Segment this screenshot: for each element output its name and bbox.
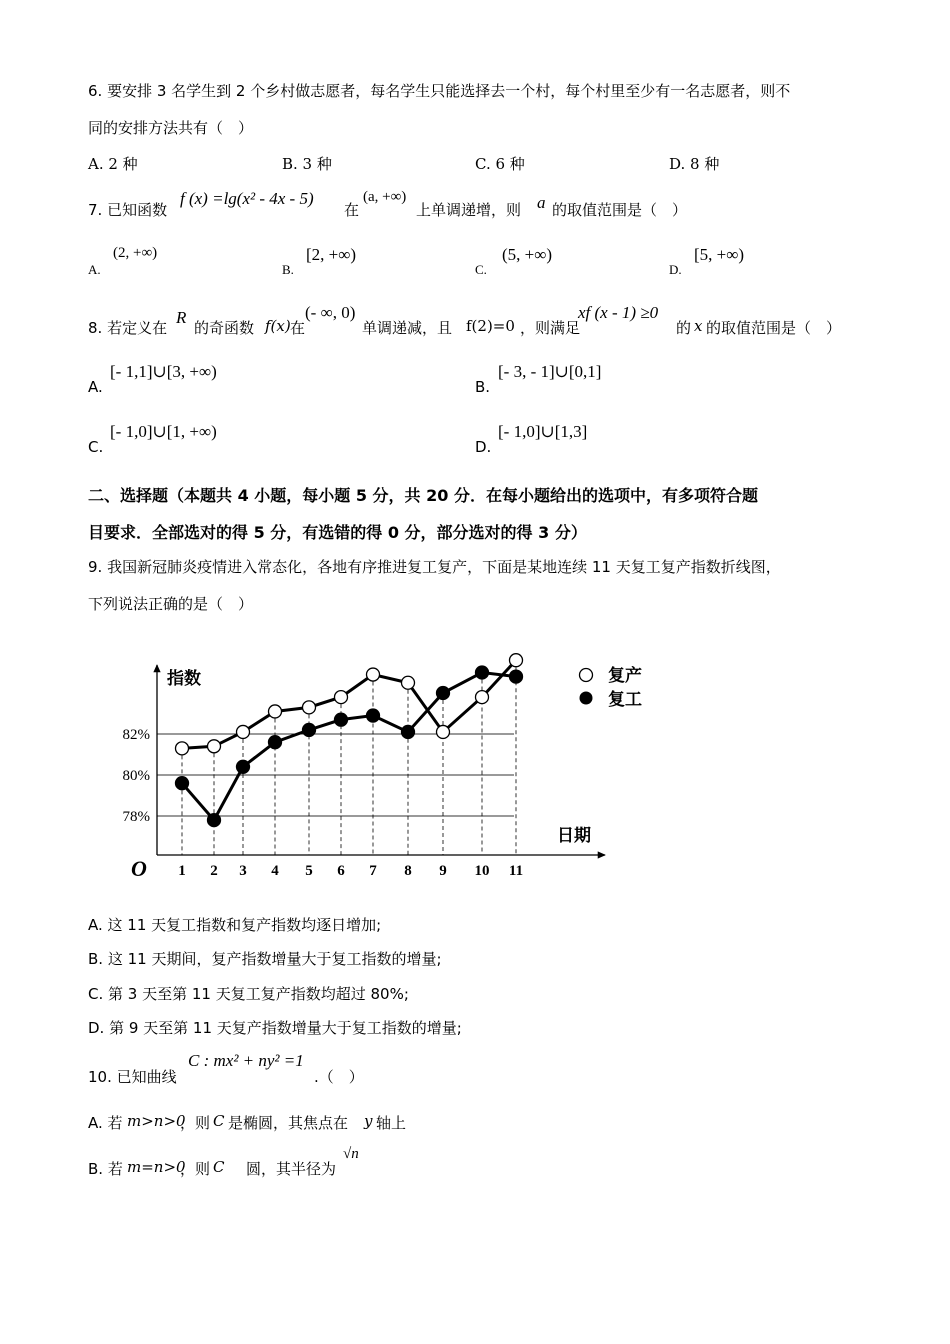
q10-option-b-t2: 圆，其半径为 (246, 1160, 337, 1178)
fuchan-point-7 (367, 668, 380, 681)
q10-option-a-C: C (213, 1112, 225, 1130)
section2-heading-line1: 二、选择题（本题共 4 小题，每小题 5 分，共 20 分．在每小题给出的选项中，有多项符合题 (88, 486, 758, 505)
q7-option-b-value: [2, +∞) (306, 245, 357, 264)
series-line-fuchan (182, 660, 516, 748)
q8-x: x (694, 317, 703, 335)
q8-option-a-value: [- 1,1]∪[3, +∞) (110, 362, 217, 381)
x-tick-label: 1 (178, 863, 186, 879)
q6-line2: 同的安排方法共有（ ） (88, 119, 254, 137)
q10-option-b-cond: m=n>0 (127, 1158, 186, 1176)
fugong-point-3 (237, 760, 250, 773)
fuchan-point-11 (510, 654, 523, 667)
fuchan-point-4 (269, 705, 282, 718)
q8-t3: 单调递减，且 (362, 319, 453, 337)
q10-option-a-cond: m>n>0 (127, 1112, 186, 1130)
x-tick-label: 11 (508, 863, 524, 879)
q9-line1: 9. 我国新冠肺炎疫情进入常态化，各地有序推进复工复产，下面是某地连续 11 天复工复产指数折线图， (88, 558, 781, 576)
legend-label-fuchan: 复产 (608, 666, 642, 685)
section2-heading-line2: 目要求．全部选对的得 5 分，有选错的得 0 分，部分选对的得 3 分） (88, 523, 587, 542)
q8-f2: f(2)=0 (466, 317, 515, 335)
q8-t4: ，则满足 (520, 319, 581, 337)
q9-option-d: D. 第 9 天至第 11 天复产指数增量大于复工指数的增量; (88, 1019, 462, 1037)
fuchan-point-3 (237, 725, 250, 738)
legend-open-marker (580, 669, 593, 682)
fuchan-point-8 (402, 676, 415, 689)
q8-option-c-value: [- 1,0]∪[1, +∞) (110, 422, 217, 441)
q10-option-a-y: y (364, 1112, 373, 1130)
q10-suffix: .（ ） (314, 1068, 364, 1086)
y-tick-label: 82% (122, 727, 150, 743)
y-tick-label: 78% (122, 809, 150, 825)
fuchan-point-1 (176, 742, 189, 755)
q9-line2: 下列说法正确的是（ ） (88, 595, 254, 613)
q7-var-a: a (537, 193, 546, 212)
q8-option-a-label: A. (88, 378, 103, 396)
x-tick-label: 6 (337, 863, 345, 879)
q7-option-d-label: D. (669, 262, 682, 277)
x-tick-label: 5 (305, 863, 313, 879)
q7-mid: 在 (344, 201, 360, 219)
q7-option-c-label: C. (475, 262, 487, 277)
y-tick-label: 80% (122, 768, 150, 784)
q10-prefix: 10. 已知曲线 (88, 1068, 177, 1086)
q10-option-a-t2: 是椭圆，其焦点在 (228, 1114, 349, 1132)
x-tick-label: 8 (404, 863, 412, 879)
q10-option-b-prefix: B. 若 (88, 1160, 123, 1178)
q8-prefix: 8. 若定义在 (88, 319, 168, 337)
fugong-point-11 (510, 670, 523, 683)
fuchan-point-9 (437, 725, 450, 738)
q7-option-c-value: (5, +∞) (502, 245, 553, 264)
q8-t5: 的 (676, 319, 692, 337)
q7-option-b-label: B. (282, 262, 294, 277)
fugong-point-7 (367, 709, 380, 722)
q10-option-b-C: C (213, 1158, 225, 1176)
legend-filled-marker (580, 692, 593, 705)
q6-option-c: C. 6 种 (475, 155, 525, 173)
fugong-point-6 (335, 713, 348, 726)
q10-option-b-t1: ，则 (180, 1160, 211, 1178)
q8-R: R (176, 308, 187, 327)
q8-option-c-label: C. (88, 438, 104, 456)
fuchan-point-5 (303, 701, 316, 714)
q8-option-d-value: [- 1,0]∪[1,3] (498, 422, 588, 441)
q6-option-d: D. 8 种 (669, 155, 720, 173)
fugong-point-4 (269, 736, 282, 749)
x-tick-label: 3 (239, 863, 247, 879)
q10-option-b-root: √n (343, 1146, 359, 1162)
fuchan-point-10 (476, 691, 489, 704)
fuchan-point-6 (335, 691, 348, 704)
fugong-point-2 (208, 814, 221, 827)
q7-function: f (x) =lg(x² - 4x - 5) (180, 189, 314, 208)
fugong-point-10 (476, 666, 489, 679)
q8-t2: 在 (290, 319, 306, 337)
x-tick-label: 2 (210, 863, 218, 879)
fugong-point-5 (303, 723, 316, 736)
fugong-point-8 (402, 725, 415, 738)
fugong-point-9 (437, 687, 450, 700)
origin-label: O (131, 856, 147, 881)
x-tick-label: 4 (271, 863, 279, 879)
fugong-point-1 (176, 777, 189, 790)
q7-interval: (a, +∞) (363, 189, 407, 205)
q8-t1: 的奇函数 (194, 319, 255, 337)
q8-option-b-value: [- 3, - 1]∪[0,1] (498, 362, 602, 381)
q9-option-b: B. 这 11 天期间，复产指数增量大于复工指数的增量; (88, 950, 442, 968)
q8-interval: (- ∞, 0) (305, 303, 356, 322)
fuchan-point-2 (208, 740, 221, 753)
q9-option-a: A. 这 11 天复工指数和复产指数均逐日增加; (88, 916, 382, 934)
q10-option-a-t3: 轴上 (376, 1114, 407, 1132)
q6-option-b: B. 3 种 (282, 155, 332, 173)
q10-option-a-prefix: A. 若 (88, 1114, 123, 1132)
q7-option-a-value: (2, +∞) (113, 245, 158, 261)
legend-label-fugong: 复工 (608, 690, 642, 709)
q8-t6: 的取值范围是（ ） (706, 319, 842, 337)
q7-option-a-label: A. (88, 262, 101, 277)
y-axis-label: 指数 (167, 669, 201, 688)
x-axis-label: 日期 (557, 826, 591, 845)
q7-option-d-value: [5, +∞) (694, 245, 745, 264)
q8-inequality: xf (x - 1) ≥0 (578, 303, 659, 322)
q8-option-d-label: D. (475, 438, 492, 456)
q7-suffix1: 上单调递增，则 (416, 201, 522, 219)
q7-suffix2: 的取值范围是（ ） (552, 201, 688, 219)
series-line-fugong (182, 673, 516, 821)
x-tick-label: 7 (369, 863, 377, 879)
q9-option-c: C. 第 3 天至第 11 天复工复产指数均超过 80%; (88, 985, 409, 1003)
q8-option-b-label: B. (475, 378, 491, 396)
q6-option-a: A. 2 种 (88, 155, 138, 173)
q8-fx: f(x) (265, 317, 291, 335)
q10-option-a-t1: ，则 (180, 1114, 211, 1132)
x-tick-label: 10 (474, 863, 490, 879)
x-tick-label: 9 (439, 863, 447, 879)
q10-curve: C : mx² + ny² =1 (188, 1051, 304, 1070)
q7-prefix: 7. 已知函数 (88, 201, 168, 219)
q6-line1: 6. 要安排 3 名学生到 2 个乡村做志愿者，每名学生只能选择去一个村，每个村里至少有一名志愿者，则不 (88, 82, 791, 100)
